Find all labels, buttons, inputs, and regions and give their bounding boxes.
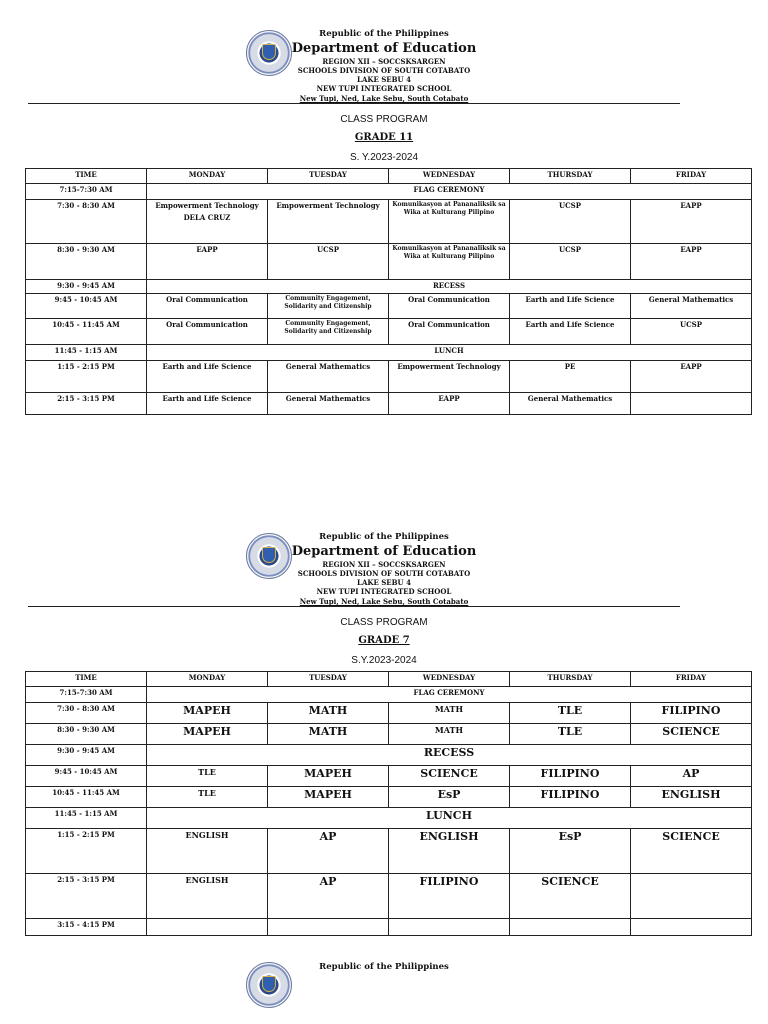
class-program-title: CLASS PROGRAM xyxy=(340,617,428,628)
time-cell: 2:15 - 3:15 PM xyxy=(26,393,147,415)
time-cell: 1:15 - 2:15 PM xyxy=(26,361,147,393)
school-line: NEW TUPI INTEGRATED SCHOOL xyxy=(316,84,452,93)
table-row xyxy=(26,703,752,724)
subject-cell: FILIPINO xyxy=(631,703,752,724)
address-line: New Tupi, Ned, Lake Sebu, South Cotabato xyxy=(299,94,469,103)
subject-cell xyxy=(631,919,752,936)
table-row xyxy=(26,745,752,766)
grade-title: GRADE 11 xyxy=(354,132,414,143)
republic-heading: Republic of the Philippines xyxy=(319,29,449,39)
department-heading: Department of Education xyxy=(291,41,477,56)
col-header: FRIDAY xyxy=(631,169,752,184)
subject-cell xyxy=(147,200,268,244)
table-row xyxy=(26,808,752,829)
subject-cell: UCSP xyxy=(510,244,631,280)
subject-cell: General Mathematics xyxy=(510,393,631,415)
division-line: SCHOOLS DIVISION OF SOUTH COTABATO xyxy=(297,569,471,578)
col-header: WEDNESDAY xyxy=(389,169,510,184)
subject-cell: MAPEH xyxy=(147,703,268,724)
subject-cell: SCIENCE xyxy=(631,829,752,874)
col-header: WEDNESDAY xyxy=(389,672,510,687)
subject-cell: Earth and Life Science xyxy=(147,361,268,393)
district-line: LAKE SEBU 4 xyxy=(357,75,411,84)
subject-cell: MATH xyxy=(389,724,510,745)
school-line: NEW TUPI INTEGRATED SCHOOL xyxy=(316,587,452,596)
span-cell: RECESS xyxy=(147,280,752,294)
span-cell: LUNCH xyxy=(147,345,752,361)
table-row xyxy=(26,280,752,294)
time-cell: 9:45 - 10:45 AM xyxy=(26,766,147,787)
subject-cell: Earth and Life Science xyxy=(510,294,631,319)
table-header-row xyxy=(26,672,752,687)
republic-heading: Republic of the Philippines xyxy=(319,962,449,972)
subject-cell: SCIENCE xyxy=(631,724,752,745)
district-line: LAKE SEBU 4 xyxy=(357,578,411,587)
subject-cell: Komunikasyon at Pananaliksik sa Wika at Kulturang Pilipino xyxy=(389,200,510,244)
table-row xyxy=(26,184,752,200)
span-cell: FLAG CEREMONY xyxy=(147,184,752,200)
time-cell: 7:15-7:30 AM xyxy=(26,687,147,703)
time-cell: 9:45 - 10:45 AM xyxy=(26,294,147,319)
table-row xyxy=(26,829,752,874)
subject-cell: MATH xyxy=(268,703,389,724)
table-row xyxy=(26,724,752,745)
subject-cell xyxy=(268,919,389,936)
address-line: New Tupi, Ned, Lake Sebu, South Cotabato xyxy=(299,597,469,606)
region-line: REGION XII – SOCCSKSARGEN xyxy=(322,57,446,66)
subject-cell: General Mathematics xyxy=(268,361,389,393)
subject-cell: Community Engagement, Solidarity and Citizenship xyxy=(268,319,389,345)
subject-cell xyxy=(147,919,268,936)
time-cell: 9:30 - 9:45 AM xyxy=(26,280,147,294)
subject-cell: Earth and Life Science xyxy=(147,393,268,415)
subject-cell: EAPP xyxy=(631,244,752,280)
subject-cell: EAPP xyxy=(389,393,510,415)
col-header: MONDAY xyxy=(147,169,268,184)
subject-cell: General Mathematics xyxy=(268,393,389,415)
header-rule xyxy=(28,606,680,607)
school-year: S.Y.2023-2024 xyxy=(351,655,417,666)
time-cell: 10:45 - 11:45 AM xyxy=(26,787,147,808)
subject-cell: SCIENCE xyxy=(510,874,631,919)
schedule-table-grade-7 xyxy=(25,671,752,936)
time-cell: 1:15 - 2:15 PM xyxy=(26,829,147,874)
subject-cell: Earth and Life Science xyxy=(510,319,631,345)
subject-cell: ENGLISH xyxy=(631,787,752,808)
time-cell: 10:45 - 11:45 AM xyxy=(26,319,147,345)
table-row xyxy=(26,393,752,415)
subject-cell: TLE xyxy=(147,766,268,787)
subject-cell: EsP xyxy=(389,787,510,808)
subject-cell: Oral Communication xyxy=(389,319,510,345)
subject-cell: PE xyxy=(510,361,631,393)
region-line: REGION XII – SOCCSKSARGEN xyxy=(322,560,446,569)
subject-cell: MATH xyxy=(389,703,510,724)
table-row xyxy=(26,294,752,319)
col-header: TUESDAY xyxy=(268,169,389,184)
table-row xyxy=(26,787,752,808)
subject-cell: EAPP xyxy=(147,244,268,280)
subject-cell: TLE xyxy=(510,703,631,724)
time-cell: 8:30 - 9:30 AM xyxy=(26,724,147,745)
subject-cell: ENGLISH xyxy=(147,874,268,919)
time-cell: 8:30 - 9:30 AM xyxy=(26,244,147,280)
table-row xyxy=(26,919,752,936)
department-heading: Department of Education xyxy=(291,544,477,559)
col-header: FRIDAY xyxy=(631,672,752,687)
class-program-title: CLASS PROGRAM xyxy=(340,114,428,125)
header-rule xyxy=(28,103,680,104)
table-header-row xyxy=(26,169,752,184)
table-row xyxy=(26,345,752,361)
republic-heading: Republic of the Philippines xyxy=(319,532,449,542)
time-cell: 11:45 - 1:15 AM xyxy=(26,345,147,361)
subject-cell: MATH xyxy=(268,724,389,745)
span-cell: FLAG CEREMONY xyxy=(147,687,752,703)
school-year: S. Y.2023-2024 xyxy=(349,152,419,163)
subject-cell: EAPP xyxy=(631,361,752,393)
subject-cell: MAPEH xyxy=(268,787,389,808)
subject-cell: SCIENCE xyxy=(389,766,510,787)
subject-cell: Komunikasyon at Pananaliksik sa Wika at Kulturang Pilipino xyxy=(389,244,510,280)
grade-title: GRADE 7 xyxy=(358,635,410,646)
subject-cell: TLE xyxy=(510,724,631,745)
subject-cell: FILIPINO xyxy=(389,874,510,919)
subject-cell: EAPP xyxy=(631,200,752,244)
table-row xyxy=(26,766,752,787)
subject-cell: Oral Communication xyxy=(147,294,268,319)
table-row xyxy=(26,687,752,703)
time-cell: 2:15 - 3:15 PM xyxy=(26,874,147,919)
teacher-name: DELA CRUZ xyxy=(183,213,231,222)
subject-cell: AP xyxy=(268,829,389,874)
subject-cell xyxy=(631,874,752,919)
subject-cell: Oral Communication xyxy=(389,294,510,319)
subject-cell: FILIPINO xyxy=(510,766,631,787)
subject-cell: TLE xyxy=(147,787,268,808)
span-cell: LUNCH xyxy=(147,808,752,829)
subject-cell xyxy=(510,919,631,936)
subject-cell xyxy=(389,919,510,936)
time-cell: 9:30 - 9:45 AM xyxy=(26,745,147,766)
subject-cell: General Mathematics xyxy=(631,294,752,319)
subject-name: Empowerment Technology xyxy=(155,201,259,210)
table-row xyxy=(26,244,752,280)
division-line: SCHOOLS DIVISION OF SOUTH COTABATO xyxy=(297,66,471,75)
subject-cell: Community Engagement, Solidarity and Citizenship xyxy=(268,294,389,319)
span-cell: RECESS xyxy=(147,745,752,766)
subject-cell: AP xyxy=(631,766,752,787)
subject-cell: MAPEH xyxy=(268,766,389,787)
col-header: TIME xyxy=(26,169,147,184)
col-header: THURSDAY xyxy=(510,169,631,184)
subject-cell: UCSP xyxy=(510,200,631,244)
col-header: TIME xyxy=(26,672,147,687)
time-cell: 7:30 - 8:30 AM xyxy=(26,703,147,724)
subject-cell: Empowerment Technology xyxy=(389,361,510,393)
col-header: MONDAY xyxy=(147,672,268,687)
col-header: TUESDAY xyxy=(268,672,389,687)
subject-cell: ENGLISH xyxy=(389,829,510,874)
table-row xyxy=(26,319,752,345)
subject-cell: UCSP xyxy=(268,244,389,280)
subject-cell: ENGLISH xyxy=(147,829,268,874)
table-row xyxy=(26,200,752,244)
table-row xyxy=(26,361,752,393)
time-cell: 3:15 - 4:15 PM xyxy=(26,919,147,936)
col-header: THURSDAY xyxy=(510,672,631,687)
subject-cell: Empowerment Technology xyxy=(268,200,389,244)
subject-cell xyxy=(631,393,752,415)
subject-cell: AP xyxy=(268,874,389,919)
table-row xyxy=(26,874,752,919)
subject-cell: FILIPINO xyxy=(510,787,631,808)
subject-cell: EsP xyxy=(510,829,631,874)
subject-cell: Oral Communication xyxy=(147,319,268,345)
time-cell: 7:15-7:30 AM xyxy=(26,184,147,200)
schedule-table-grade-11 xyxy=(25,168,752,415)
time-cell: 11:45 - 1:15 AM xyxy=(26,808,147,829)
subject-cell: UCSP xyxy=(631,319,752,345)
subject-cell: MAPEH xyxy=(147,724,268,745)
time-cell: 7:30 - 8:30 AM xyxy=(26,200,147,244)
